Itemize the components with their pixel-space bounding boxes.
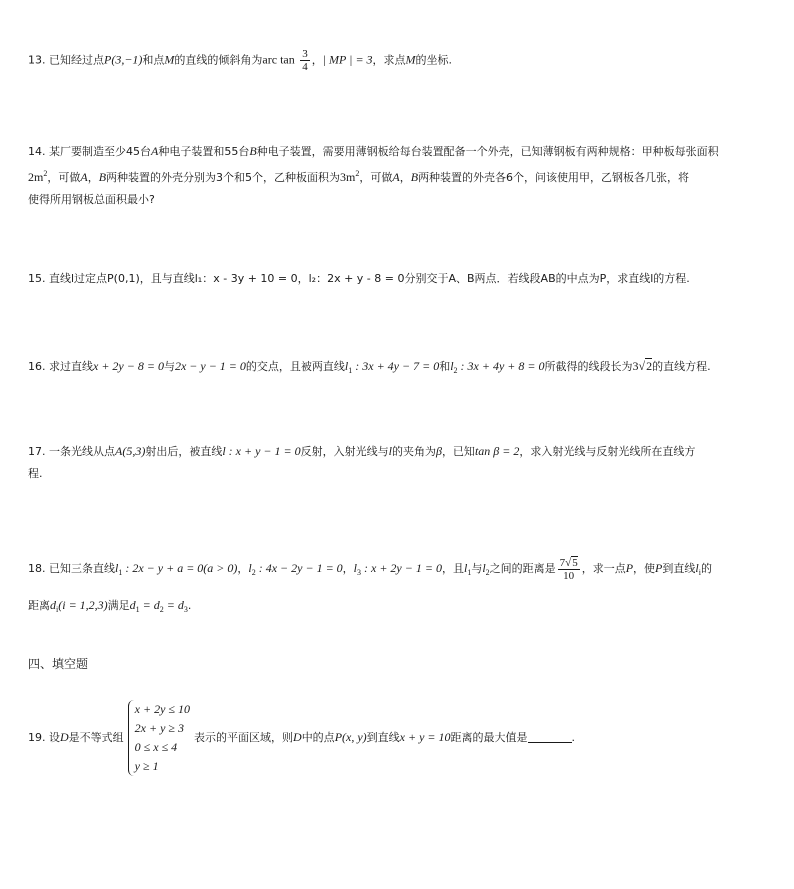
question-15: 15. 直线l过定点P(0,1)，且与直线l₁：x - 3y + 10 = 0，l₂：2x + y - 8 = 0分别交于A、B两点．若线段AB的中点为P，求直线l的方程. <box>28 272 690 285</box>
fraction: $\frac{3}{4}$ <box>302 48 308 73</box>
question-13: 13. 已知经过点P(3,−1)和点M的直线的倾斜角为arc tan $\frac{3}{4}$ ，| MP | = 3，求点M的坐标. <box>28 48 453 73</box>
point-p: P(3,−1) <box>104 52 143 67</box>
fraction: $\frac{7√5}{10}$ <box>559 556 578 582</box>
question-18: 18. 已知三条直线$l_1$ : 2x − y + a = 0(a > 0)，$l_2$ : 4x − 2y − 1 = 0，$l_3$ : x + 2y − 1 = 0，且$l_1$与$l_2$之间的距离是 $\frac{7√5}{10}$ ，求一点P，使P到直线$l_i$的 距离$d_i(i = 1,2,3)$满足$d_1 = d_2 = d_3$. <box>28 556 712 614</box>
question-17: 17. 一条光线从点A(5,3)射出后，被直线l : x + y − 1 = 0反射，入射光线与l的夹角为β，已知tan β = 2，求入射光线与反射光线所在直线方 程. <box>28 444 696 480</box>
question-19: 19. 设D是不等式组 x + 2y ≤ 10 2x + y ≥ 3 0 ≤ x ≤ 4 y ≥ 1 表示的平面区域，则D中的点P(x, y)到直线x + y = 10距离的最大值是 . <box>28 700 768 776</box>
answer-blank[interactable] <box>528 730 572 743</box>
inequality-system: x + 2y ≤ 10 2x + y ≥ 3 0 ≤ x ≤ 4 y ≥ 1 <box>128 700 190 776</box>
question-16: 16. 求过直线x + 2y − 8 = 0与2x − y − 1 = 0的交点，且被两直线$l_1$ : 3x + 4y − 7 = 0和$l_2$ : 3x + 4y + 8 = 0所截得的线段长为3√2的直线方程. <box>28 359 711 375</box>
question-14: 14. 某厂要制造至少45台A种电子装置和55台B种电子装置，需要用薄钢板给每台装置配备一个外壳，已知薄钢板有两种规格：甲种板每张面积 $2m^2$，可做A，B两种装置的外壳分别为3个和5个，乙种板面积为$3m^2$，可做A，B两种装置的外壳各6个，问该使用甲，乙钢板各几张，将 使得所用钢板总面积最小? <box>28 144 719 206</box>
section-title: 四、填空题 <box>28 657 89 671</box>
